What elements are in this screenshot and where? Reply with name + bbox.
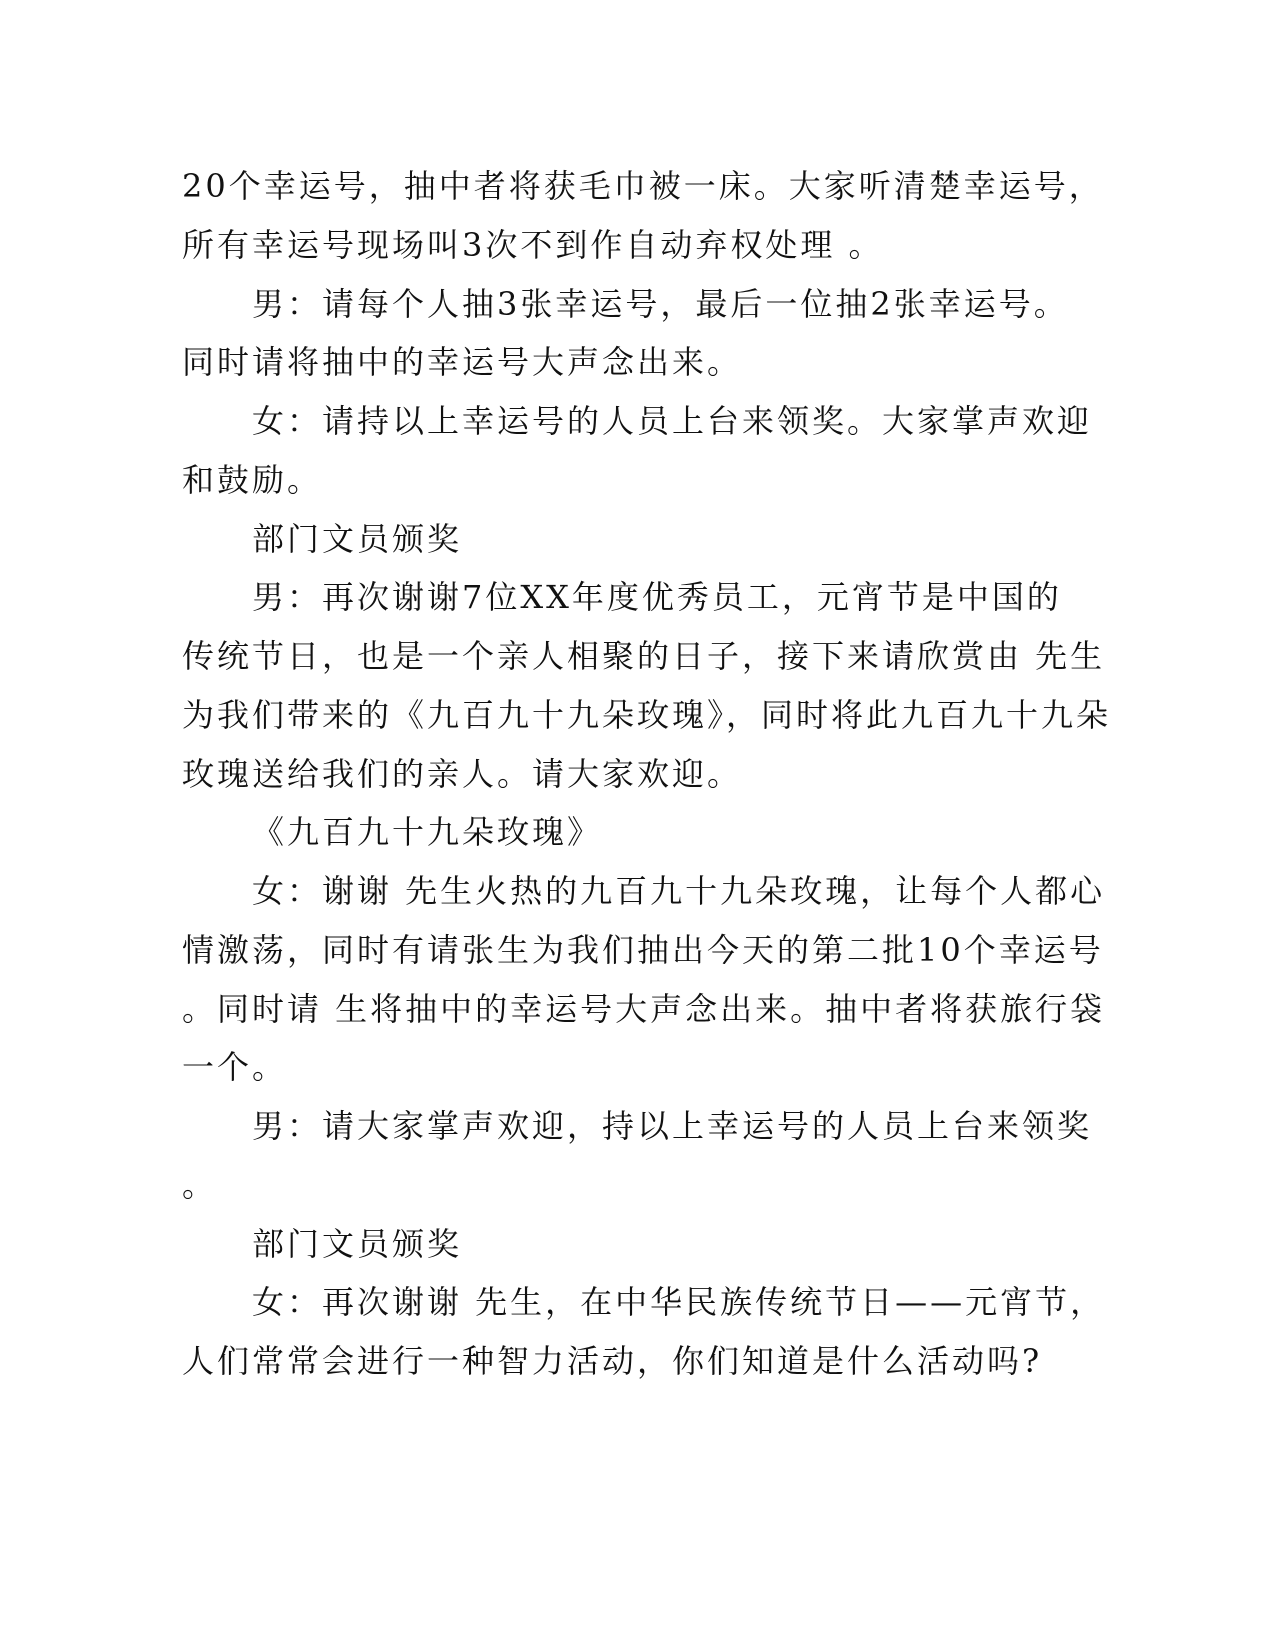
text-line: 人们常常会进行一种智力活动，你们知道是什么活动吗?	[182, 1342, 1043, 1380]
text-line: 所有幸运号现场叫3次不到作自动弃权处理 。	[182, 226, 884, 264]
text-line: 和鼓励。	[182, 461, 323, 499]
paragraph-first-line: 女：谢谢 先生火热的九百九十九朵玫瑰，让每个人都心	[252, 872, 1106, 910]
paragraph-first-line: 女：请持以上幸运号的人员上台来领奖。大家掌声欢迎	[252, 402, 1093, 440]
program-title: 《九百九十九朵玫瑰》	[252, 813, 603, 851]
paragraph-first-line: 男：请每个人抽3张幸运号，最后一位抽2张幸运号。	[252, 285, 1069, 323]
paragraph-first-line: 男：再次谢谢7位XX年度优秀员工，元宵节是中国的	[252, 578, 1062, 616]
text-line: 为我们带来的《九百九十九朵玫瑰》，同时将此九百九十九朵	[182, 696, 1112, 734]
paragraph-first-line: 男：请大家掌声欢迎，持以上幸运号的人员上台来领奖	[252, 1107, 1093, 1145]
text-line: 传统节日，也是一个亲人相聚的日子，接下来请欣赏由 先生	[182, 637, 1106, 675]
text-line: 20个幸运号，抽中者将获毛巾被一床。大家听清楚幸运号，	[182, 167, 1104, 205]
text-line: 。	[182, 1166, 218, 1204]
section-heading: 部门文员颁奖	[252, 520, 463, 558]
section-heading: 部门文员颁奖	[252, 1225, 463, 1263]
text-line: 玫瑰送给我们的亲人。请大家欢迎。	[182, 755, 743, 793]
paragraph-first-line: 女：再次谢谢 先生，在中华民族传统节日——元宵节，	[252, 1283, 1106, 1321]
text-line: 同时请将抽中的幸运号大声念出来。	[182, 343, 743, 381]
text-line: 一个。	[182, 1048, 288, 1086]
text-line: 情激荡，同时有请张生为我们抽出今天的第二批10个幸运号	[182, 931, 1104, 969]
text-line: 。同时请 生将抽中的幸运号大声念出来。抽中者将获旅行袋	[182, 990, 1106, 1028]
